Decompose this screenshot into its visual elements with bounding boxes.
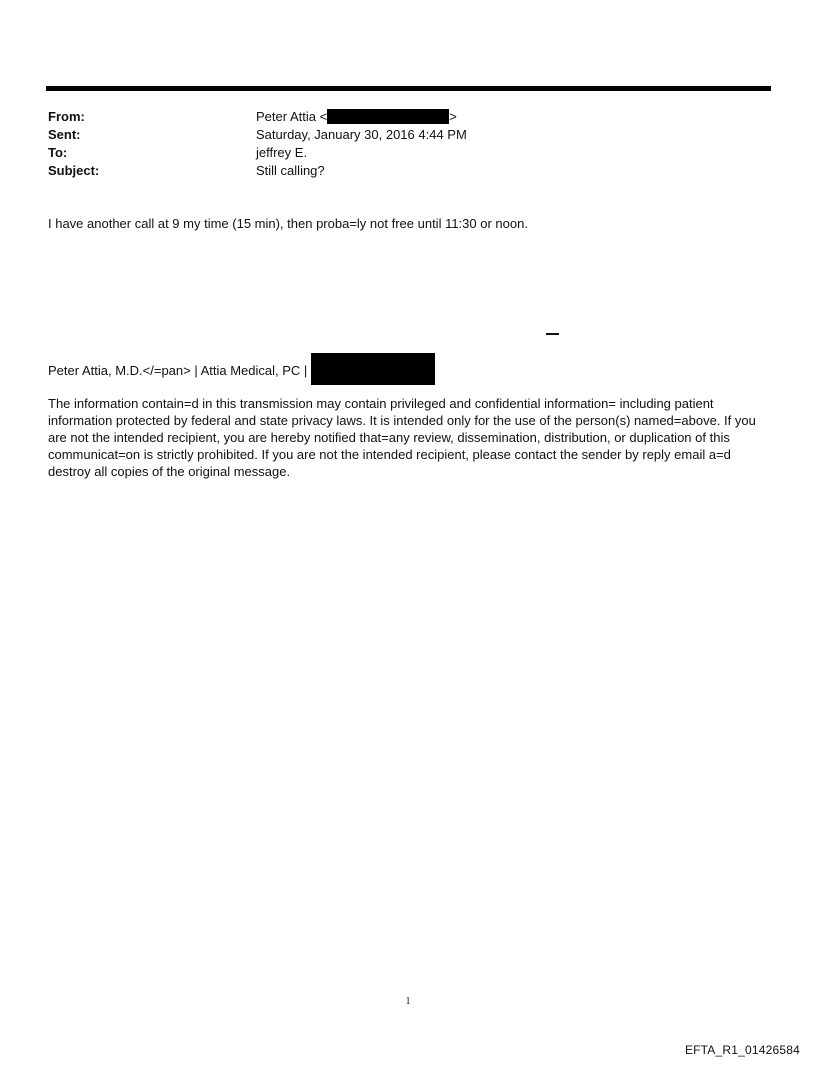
from-close: > (449, 109, 457, 124)
sent-label: Sent: (48, 127, 81, 142)
signature-text: Peter Attia, M.D.</=pan> | Attia Medical, PC | (48, 363, 308, 378)
subject-label: Subject: (48, 163, 100, 178)
subject-row (48, 162, 748, 180)
email-body: I have another call at 9 my time (15 min), then proba=ly not free until 11:30 or noon. (48, 216, 528, 231)
to-label: To: (48, 145, 68, 160)
dash-mark (546, 333, 559, 335)
from-value (256, 108, 457, 126)
to-row (48, 144, 748, 162)
header-rule (46, 86, 771, 91)
page-number: 1 (405, 996, 411, 1007)
redacted-signature-block (311, 353, 435, 385)
subject-value: Still calling? (256, 163, 325, 178)
to-value: jeffrey E. (256, 145, 308, 160)
confidentiality-disclaimer: The information contain=d in this transmission may contain privileged and confidential information= including patient information protected by federal and state privacy laws. It is intended only for the use of the person(s) named=above. If you are not the intended recipient, you are hereby notified that=any review, dissemination, distribution, or duplication of this communicat=on is strictly prohibited. If you are not the intended recipient, please contact the sender by reply email a=d destroy all copies of the original message. (48, 396, 756, 479)
from-label: From: (48, 109, 85, 124)
email-header (48, 108, 748, 180)
sent-value: Saturday, January 30, 2016 4:44 PM (256, 127, 467, 142)
document-id: EFTA_R1_01426584 (684, 1043, 800, 1057)
from-row (48, 108, 748, 126)
from-name: Peter Attia < (256, 109, 328, 124)
email-signature (48, 353, 768, 385)
sent-row (48, 126, 748, 144)
redacted-email-block (327, 109, 449, 124)
